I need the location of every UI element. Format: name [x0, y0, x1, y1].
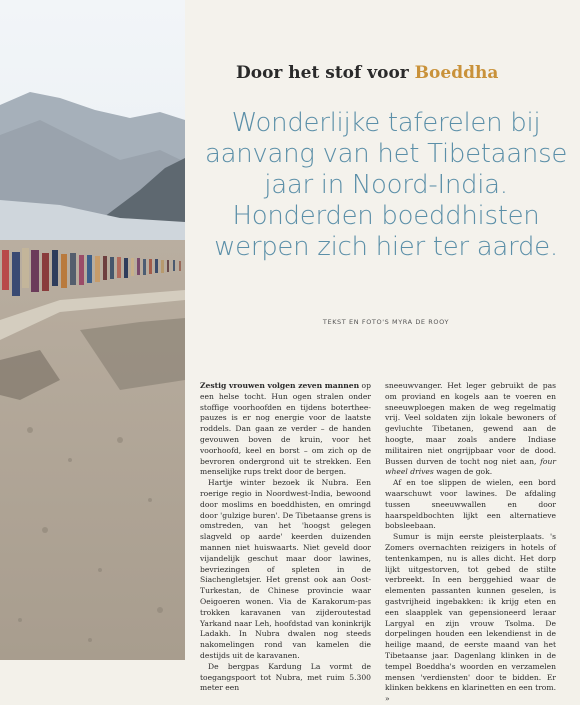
- body-paragraph: [385, 381, 556, 478]
- body-column-2: [385, 381, 556, 705]
- lede-line: aanvang van het Tibetaanse: [204, 139, 568, 169]
- body-paragraph: Sumur is mijn eerste pleisterplaats. 's Zomers overnachten reizigers in hotels of tentenkampen, nu is alles dicht. Het dorp lijkt uitgestorven, tot gebed de stilte verbreekt. In een berggehied waar de elementen passanten kunnen geselen, is gastvrijheid ingebakken: ik krijg eten en een slaapplek van gepensioneerd leraar Largyal en zijn vrouw Tsolma. De dorpelingen houden een lekendienst in de heilige maand, de eerste maand van het Tibetaanse jaar. Dagenlang klinken in de tempel Boeddha's woorden en verzamelen mensen 'verdiensten' door te bidden. Er klinken bekkens en klarinetten en een trom. »: [385, 532, 556, 704]
- lede-line: Honderden boeddhisten: [232, 201, 540, 231]
- body-paragraph: Hartje winter bezoek ik Nubra. Een roerige regio in Noordwest-India, bewoond door moslims en boeddhisten, en omringd door 'gulzige buren'. De Tibetaanse grens is omstreden, van het 'hoogst gelegen slagveld op aarde' keerden duizenden mannen niet huiswaarts. Niet geveld door vijandelijk geschut maar door lawines, bevriezingen of spleten in de Siachengletsjer. Het grenst ook aan Oost-Turkestan, de Chinese provincie waar Oeigoeren wonen. Via de Karakorum-pas trokken karavanen van zijderoutestad Yarkand naar Leh, hoofdstad van koninkrijk Ladakh. In Nubra dwalen nog steeds nakomelingen rond van kamelen die destijds uit de karavanen.: [200, 478, 371, 660]
- title-accent: Boeddha: [414, 63, 499, 83]
- body-column-1: [200, 381, 371, 694]
- lede-line: jaar in Noord-India.: [264, 170, 508, 200]
- paragraph-italic: four wheel drives: [385, 456, 556, 477]
- article-lede: [200, 108, 572, 263]
- body-paragraph: De bergpas Kardung La vormt de toegangspoort tot Nubra, met ruim 5.300 meter een: [200, 661, 371, 693]
- body-paragraph: [200, 381, 371, 478]
- pilgrims-mountain-photo: [0, 0, 185, 660]
- article-title: [236, 63, 498, 83]
- paragraph-lead-in: Zestig vrouwen volgen zeven mannen: [200, 381, 360, 390]
- lede-line: Wonderlijke taferelen bij: [231, 108, 541, 138]
- lede-line: werpen zich hier ter aarde.: [214, 232, 558, 262]
- photo-credit: TEKST EN FOTO'S MYRA DE ROOY: [322, 318, 450, 326]
- photo-illustration: [0, 0, 185, 660]
- body-paragraph: Af en toe slippen de wielen, een bord waarschuwt voor lawines. De afdaling tussen sneeuwwallen en door haarspeldbochten lijkt een alternatieve bobsleebaan.: [385, 478, 556, 531]
- title-main: Door het stof voor: [236, 63, 415, 83]
- paragraph-text: sneeuwvanger. Het leger gebruikt de pas om proviand en kogels aan te voeren en sneeuwploegen maken de weg regelmatig vrij. Veel soldaten zijn lokale bewoners of gevluchte Tibetanen, gewend aan de hoogte, maar zoals andere Indiase militairen niet ongrijpbaar voor de dood. Bussen durven de tocht nog niet aan,: [385, 381, 556, 466]
- paragraph-text: wagen de gok.: [433, 467, 493, 477]
- paragraph-text: op een helse tocht. Hun ogen stralen onder stoffige voorhoofden en tijdens botertheepauzes is er nog energie voor de laatste roddels. Dan gaan ze verder – de handen gevouwen boven de kruin, voor het voorhoofd, keel en borst – om zich op de bevroren ondergrond uit te strekken. Een menselijke rups trekt door de bergen.: [200, 381, 371, 477]
